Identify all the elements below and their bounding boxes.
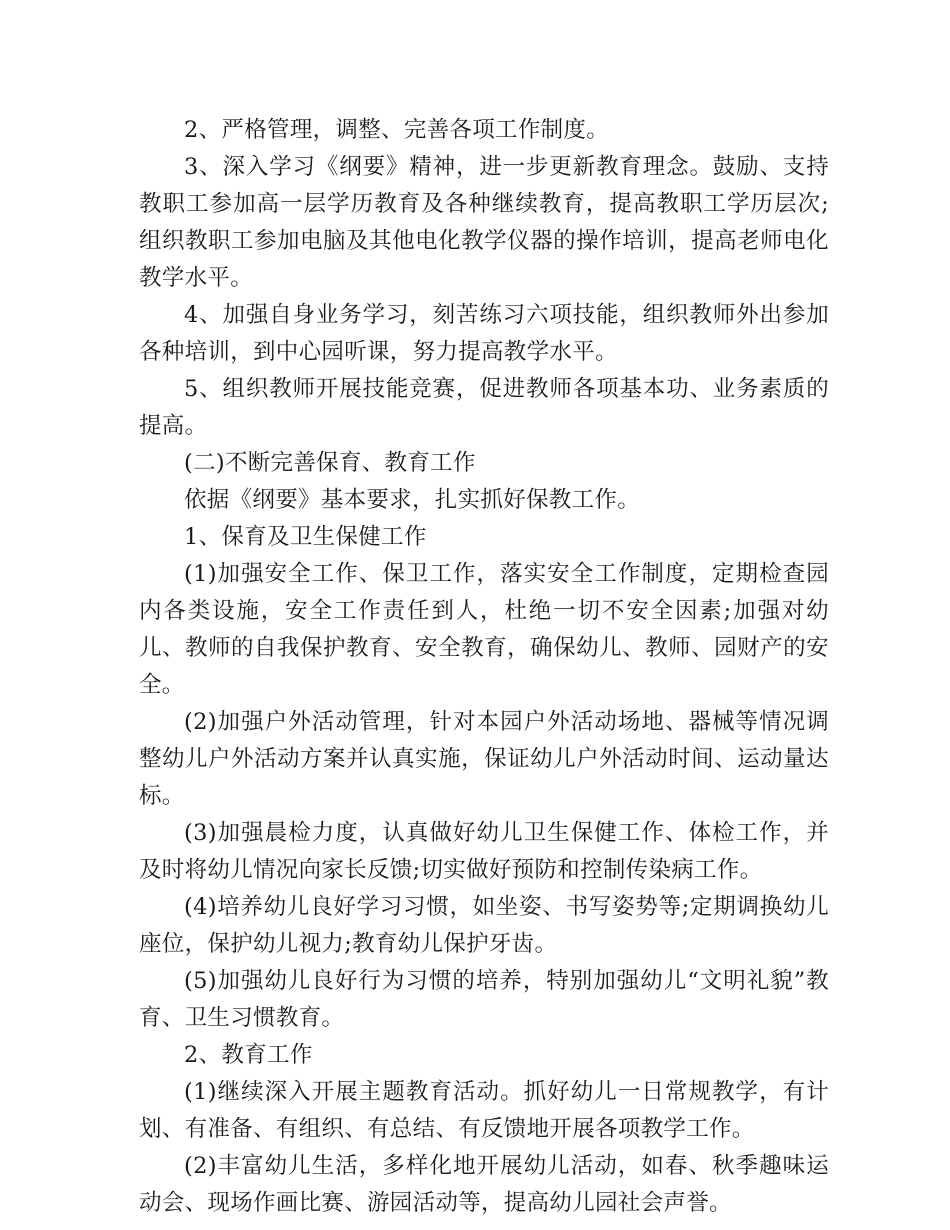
- care-item-4: (4)培养幼儿良好学习习惯，如坐姿、书写姿势等;定期调换幼儿座位，保护幼儿视力;教育幼儿保护牙齿。: [139, 894, 829, 957]
- paragraph-item-5: 5、组织教师开展技能竞赛，促进教师各项基本功、业务素质的提高。: [139, 376, 829, 439]
- care-item-3: (3)加强晨检力度，认真做好幼儿卫生保健工作、体检工作，并及时将幼儿情况向家长反馈;切实做好预防和控制传染病工作。: [139, 820, 829, 883]
- paragraph-item-4: 4、加强自身业务学习，刻苦练习六项技能，组织教师外出参加各种培训，到中心园听课，努力提高教学水平。: [139, 302, 829, 365]
- paragraph-item-2: 2、严格管理，调整、完善各项工作制度。: [184, 117, 610, 143]
- subsection-heading-2: 2、教育工作: [184, 1042, 313, 1068]
- subsection-heading-1: 1、保育及卫生保健工作: [184, 524, 427, 550]
- education-item-2: (2)丰富幼儿生活，多样化地开展幼儿活动，如春、秋季趣味运动会、现场作画比赛、游园活动等，提高幼儿园社会声誉。: [139, 1153, 829, 1216]
- section-heading-2: (二)不断完善保育、教育工作: [184, 450, 476, 476]
- care-item-5: (5)加强幼儿良好行为习惯的培养，特别加强幼儿“文明礼貌”教育、卫生习惯教育。: [139, 968, 829, 1031]
- paragraph-item-3: 3、深入学习《纲要》精神，进一步更新教育理念。鼓励、支持教职工参加高一层学历教育及各种继续教育，提高教职工学历层次;组织教职工参加电脑及其他电化教学仪器的操作培训，提高老师电化教学水平。: [139, 154, 829, 291]
- care-item-2: (2)加强户外活动管理，针对本园户外活动场地、器械等情况调整幼儿户外活动方案并认真实施，保证幼儿户外活动时间、运动量达标。: [139, 709, 829, 809]
- care-item-1: (1)加强安全工作、保卫工作，落实安全工作制度，定期检查园内各类设施，安全工作责任到人，杜绝一切不安全因素;加强对幼儿、教师的自我保护教育、安全教育，确保幼儿、教师、园财产的安全。: [139, 561, 829, 698]
- document-body: [139, 112, 829, 1222]
- section-intro: 依据《纲要》基本要求，扎实抓好保教工作。: [184, 487, 641, 513]
- education-item-1: (1)继续深入开展主题教育活动。抓好幼儿一日常规教学，有计划、有准备、有组织、有总结、有反馈地开展各项教学工作。: [139, 1079, 829, 1142]
